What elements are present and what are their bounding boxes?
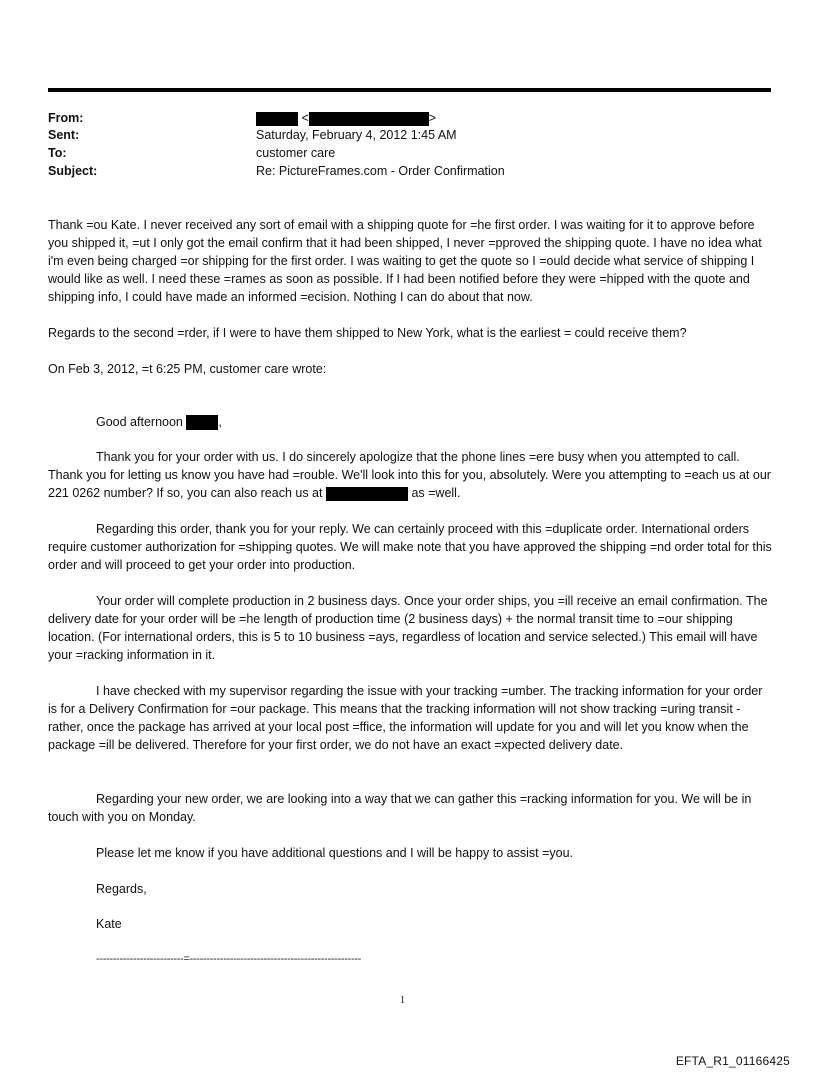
to-value: customer care bbox=[256, 146, 336, 160]
greeting-comma: , bbox=[218, 415, 222, 429]
reply-second-line: Regards to the second =rder, if I were to have them shipped to New York, what is the earliest = could receive them? bbox=[48, 326, 687, 340]
quoted-paragraph-3: Your order will complete production in 2 business days. Once your order ships, you =ill receive an email confirmation. The delivery date for your order will be =he length of production time (2 business days) + the normal transit time to =our shipping location. (For international orders, this is 5 to 10 business =ays, regardless of location and service selected.) This email will have your =racking information in it. bbox=[48, 594, 768, 662]
quote-separator: --------------------------=--------------------------------------------------- bbox=[96, 953, 362, 965]
subject-value: Re: PictureFrames.com - Order Confirmation bbox=[256, 164, 505, 178]
header-top-rule bbox=[48, 88, 771, 92]
quoted-paragraph-1 bbox=[48, 448, 774, 502]
redacted-sender-email bbox=[309, 112, 429, 126]
from-value bbox=[256, 109, 436, 127]
quoted-paragraph-4: I have checked with my supervisor regarding the issue with your tracking =umber. The tracking information for your order is for a Delivery Confirmation for =our package. This means that the tracking information will not show tracking =uring transit - rather, once the package has arrived at your local post =ffice, the information will update for you and will let you know when the package =ill be delivered. Therefore for your first order, we do not have an exact =xpected delivery date. bbox=[48, 684, 763, 752]
quote-intro: On Feb 3, 2012, =t 6:25 PM, customer care wrote: bbox=[48, 362, 327, 376]
redacted-phone-number bbox=[326, 487, 408, 501]
page-number: 1 bbox=[400, 995, 405, 1006]
sent-value: Saturday, February 4, 2012 1:45 AM bbox=[256, 128, 457, 142]
reply-paragraph: Thank =ou Kate. I never received any sort of email with a shipping quote for =he first order. I was waiting for it to approve before you shipped it, =ut I only got the email confirm that it had been shipped, I never =pproved the shipping quote. I have no idea what i'm even being charged =or shipping for the first order. I was waiting to get the quote so I =ould decide what service of shipping I would like as well. I need these =rames as soon as possible. If I had been notified before they were =hipped with the quote and shipping info, I could have made an informed =ecision. Nothing I can do about that now. bbox=[48, 218, 762, 304]
from-gt: > bbox=[428, 111, 437, 125]
quoted-paragraph-2: Regarding this order, thank you for your reply. We can certainly proceed with this =duplicate order. International orders require customer authorization for =shipping quotes. We will make note that you have approved the shipping =nd order total for this order and will proceed to get your order into production. bbox=[48, 522, 772, 572]
redacted-recipient-name bbox=[186, 415, 218, 430]
quoted-paragraph-5: Regarding your new order, we are looking into a way that we can gather this =racking information for you. We will be in touch with you on Monday. bbox=[48, 792, 752, 824]
document-id: EFTA_R1_01166425 bbox=[675, 1054, 790, 1068]
p1-text-a: Thank you for your order with us. I do sincerely apologize that the phone lines =ere busy when you attempted to call. Thank you for letting us know you have had =rouble. We'll look into this for you, absolutely. Were you attempting to =each us at our 221 0262 number? If so, you can also reach us at bbox=[48, 450, 771, 500]
greeting-text: Good afternoon bbox=[96, 415, 183, 429]
signature-name: Kate bbox=[96, 917, 122, 931]
subject-label: Subject: bbox=[48, 164, 98, 178]
quoted-paragraph-6: Please let me know if you have additional questions and I will be happy to assist =you. bbox=[96, 846, 574, 860]
to-label: To: bbox=[48, 146, 67, 160]
redacted-sender-name bbox=[256, 112, 298, 126]
from-lt: < bbox=[301, 111, 309, 125]
quoted-greeting bbox=[96, 413, 222, 431]
p1-text-b: as =well. bbox=[411, 486, 461, 500]
sent-label: Sent: bbox=[48, 128, 80, 142]
closing-regards: Regards, bbox=[96, 882, 147, 896]
from-label: From: bbox=[48, 111, 84, 125]
